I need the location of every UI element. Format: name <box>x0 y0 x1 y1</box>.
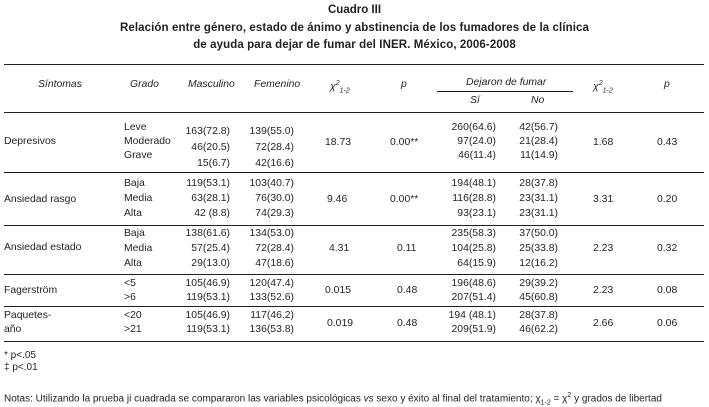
si-cell: 116(28.8) <box>452 193 496 204</box>
footnote-p05: * p<.05 <box>4 350 36 361</box>
row-name-ansiedad-rasgo: Ansiedad rasgo <box>4 194 77 205</box>
header-rule <box>4 112 704 113</box>
femenino-cell: 139(55.0) <box>249 126 294 137</box>
si-cell: 97(24.0) <box>457 136 496 147</box>
femenino-cell: 76(30.0) <box>255 193 294 204</box>
header-chi-square-2: $\chi^2_{1-2}$ <box>593 80 613 95</box>
row-name-depresivos: Depresivos <box>4 136 56 147</box>
grado-cell: Alta <box>124 258 142 269</box>
row-name-ansiedad-estado: Ansiedad estado <box>4 242 82 253</box>
no-cell: 46(62.2) <box>519 324 558 335</box>
row-rule <box>4 172 704 173</box>
footnote-p01: ‡ p<.01 <box>4 362 38 373</box>
p-cell: 0.48 <box>397 318 418 329</box>
femenino-cell: 136(53.8) <box>249 324 294 335</box>
chi-cell: 2.66 <box>593 318 614 329</box>
masculino-cell: 57(25.4) <box>191 243 230 254</box>
femenino-cell: 120(47.4) <box>249 278 294 289</box>
masculino-cell: 105(46.9) <box>185 278 230 289</box>
si-cell: 207(51.4) <box>451 292 496 303</box>
femenino-cell: 117(46.2) <box>250 310 294 321</box>
chi-cell: 18.73 <box>325 137 352 148</box>
grado-cell: <5 <box>124 278 136 289</box>
p-cell: 0.20 <box>657 194 678 205</box>
chi-cell: 0.019 <box>327 318 354 329</box>
chi-cell: 1.68 <box>593 137 614 148</box>
row-name-paquetes-ano: año <box>4 324 22 335</box>
si-cell: 93(23.1) <box>457 208 496 219</box>
p-cell: 0.11 <box>397 243 417 254</box>
row-rule <box>4 274 704 275</box>
header-si: Sí <box>470 95 480 106</box>
masculino-cell: 29(13.0) <box>191 258 230 269</box>
table-caption-line2: de ayuda para dejar de fumar del INER. México, 2006-2008 <box>193 39 516 51</box>
femenino-cell: 134(53.0) <box>249 228 294 239</box>
masculino-cell: 138(61.6) <box>185 228 230 239</box>
bottom-rule <box>4 341 704 342</box>
no-cell: 28(37.8) <box>519 178 558 189</box>
no-cell: 23(31.1) <box>519 208 558 219</box>
row-rule <box>4 225 704 226</box>
table-caption-label: Cuadro III <box>327 4 382 16</box>
p-cell: 0.06 <box>657 318 678 329</box>
masculino-cell: 42 (8.8) <box>194 208 230 219</box>
si-cell: 196(48.6) <box>451 278 496 289</box>
no-cell: 45(60.8) <box>519 292 558 303</box>
grado-cell: Grave <box>124 150 153 161</box>
masculino-cell: 105(46.9) <box>185 310 230 321</box>
header-dejaron-de-fumar: Dejaron de fumar <box>466 77 547 88</box>
header-no: No <box>531 95 545 106</box>
femenino-cell: 47(18.6) <box>255 258 294 269</box>
no-cell: 21(28.4) <box>519 136 558 147</box>
grado-cell: Media <box>124 243 153 254</box>
dejaron-rule <box>437 91 573 92</box>
masculino-cell: 119(53.1) <box>186 324 230 335</box>
no-cell: 11(14.9) <box>520 150 558 161</box>
grado-cell: Moderado <box>124 136 171 147</box>
si-cell: 64(15.9) <box>457 258 496 269</box>
grado-cell: Media <box>124 193 153 204</box>
chi-cell: 2.23 <box>593 243 614 254</box>
grado-cell: Baja <box>124 178 145 189</box>
no-cell: 25(33.8) <box>519 243 558 254</box>
masculino-cell: 163(72.8) <box>185 126 230 137</box>
chi-cell: 0.015 <box>325 285 352 296</box>
masculino-cell: 119(53.1) <box>186 292 230 303</box>
header-grado: Grado <box>130 79 159 90</box>
no-cell: 37(50.0) <box>519 228 558 239</box>
femenino-cell: 133(52.6) <box>249 292 294 303</box>
table-caption-line1: Relación entre género, estado de ánimo y abstinencia de los fumadores de la clínica <box>119 22 590 34</box>
si-cell: 194(48.1) <box>451 178 496 189</box>
no-cell: 23(31.1) <box>519 193 558 204</box>
p-cell: 0.00** <box>390 137 419 148</box>
chi-cell: 4.31 <box>329 243 350 254</box>
femenino-cell: 42(16.6) <box>255 158 294 169</box>
header-femenino: Femenino <box>254 79 301 90</box>
header-p-1: p <box>401 79 407 90</box>
p-cell: 0.08 <box>657 285 678 296</box>
header-masculino: Masculino <box>188 79 235 90</box>
grado-cell: >6 <box>124 292 136 303</box>
no-cell: 12(16.2) <box>519 258 558 269</box>
grado-cell: Baja <box>124 228 145 239</box>
si-cell: 235(58.3) <box>451 228 496 239</box>
grado-cell: <20 <box>124 310 142 321</box>
header-p-2: p <box>664 79 670 90</box>
si-cell: 194 (48.1) <box>448 310 496 321</box>
masculino-cell: 46(20.5) <box>191 142 230 153</box>
masculino-cell: 119(53.1) <box>186 178 230 189</box>
no-cell: 42(56.7) <box>519 122 558 133</box>
femenino-cell: 72(28.4) <box>255 243 294 254</box>
si-cell: 209(51.9) <box>451 324 496 335</box>
chi-cell: 3.31 <box>593 194 614 205</box>
footnote-notas: Notas: Utilizando la prueba ji cuadrada se compararon las variables psicológicas vs sexo y éxito al final del tratamiento; $\chi_{1-2} = \chi^2$ y grados de libertad <box>4 392 662 407</box>
p-cell: 0.43 <box>657 137 678 148</box>
row-name-fagerstrom: Fagerström <box>4 285 58 296</box>
si-cell: 260(64.6) <box>451 122 496 133</box>
grado-cell: Leve <box>124 122 147 133</box>
p-cell: 0.32 <box>657 243 678 254</box>
si-cell: 46(11.4) <box>458 150 496 161</box>
row-name-paquetes: Paquetes- <box>4 310 52 321</box>
no-cell: 29(39.2) <box>519 278 558 289</box>
header-chi-square-1: $\chi^2_{1-2}$ <box>330 80 350 95</box>
p-cell: 0.00** <box>390 194 419 205</box>
header-sintomas: Síntomas <box>38 79 82 90</box>
femenino-cell: 74(29.3) <box>255 208 294 219</box>
chi-cell: 9.46 <box>327 194 348 205</box>
no-cell: 28(37.8) <box>519 310 558 321</box>
masculino-cell: 63(28.1) <box>191 193 230 204</box>
femenino-cell: 72(28.4) <box>255 142 294 153</box>
femenino-cell: 103(40.7) <box>249 178 294 189</box>
masculino-cell: 15(6.7) <box>197 158 230 169</box>
grado-cell: Alta <box>124 208 142 219</box>
p-cell: 0.48 <box>397 285 418 296</box>
chi-cell: 2.23 <box>593 285 614 296</box>
row-rule <box>4 306 704 307</box>
top-rule <box>4 64 704 65</box>
si-cell: 104(25.8) <box>451 243 496 254</box>
grado-cell: >21 <box>124 324 142 335</box>
